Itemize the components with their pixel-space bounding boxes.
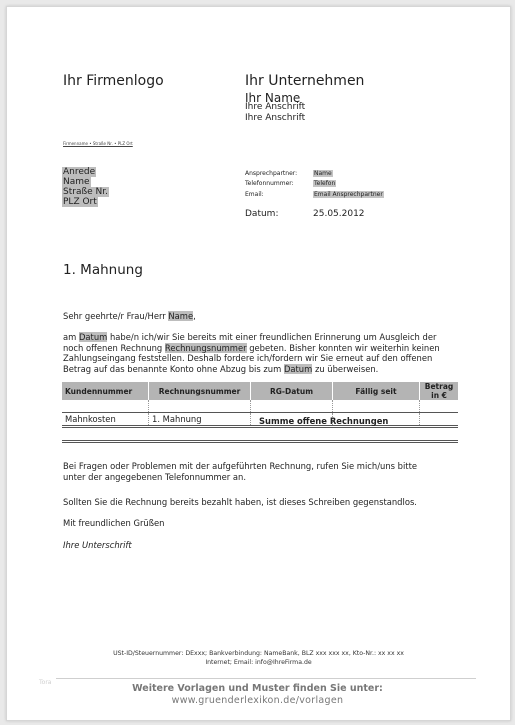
greeting-suffix: , (193, 311, 196, 321)
body-line: unter der angegebenen Telefonnummer an. (63, 471, 247, 482)
footer-bank-line: USt-ID/Steuernummer: DExxx; Bankverbindung: NameBank, BLZ xxx xxx xx, Kto-Nr.: xx xx xx (113, 650, 404, 657)
table-row (62, 400, 458, 413)
sender-address-line-1: Ihre Anschrift (245, 102, 306, 112)
column-header: Rechnungsnummer (149, 382, 251, 400)
text-segment: gebeten. Bisher konnten wir weiterhin keinen (246, 342, 440, 353)
sender-return-line: Firmenname • Straße Nr. • PLZ Ort (63, 141, 133, 146)
body-paragraph-3: Sollten Sie die Rechnung bereits bezahlt haben, ist dieses Schreiben gegenstandlos. (63, 497, 417, 507)
promo-text: Weitere Vorlagen und Muster finden Sie unter: (132, 683, 383, 694)
table-cell (420, 400, 459, 413)
table-cell (251, 400, 333, 413)
text-segment: habe/n ich/wir Sie bereits mit einer freundlichen Erinnerung um Ausgleich der (107, 332, 437, 342)
body-paragraph-1 (63, 332, 463, 374)
recipient-city: PLZ Ort (63, 197, 97, 207)
sum-divider (62, 440, 458, 443)
placeholder-date: Datum (283, 363, 313, 374)
greeting-name: Name (168, 311, 194, 321)
placeholder-date: Datum (78, 332, 108, 342)
recipient-salutation: Anrede (63, 167, 96, 177)
letter-title: 1. Mahnung (63, 262, 143, 278)
sender-address-line-2: Ihre Anschrift (245, 113, 306, 123)
body-line: Bei Fragen oder Problemen mit der aufgeführten Rechnung, rufen Sie mich/uns bitte (63, 461, 418, 471)
promo-divider (56, 678, 476, 679)
body-line: Zahlungseingang feststellen. Deshalb fordere ich/fordern wir Sie erneut auf den offenen (63, 353, 433, 363)
column-header: Betrag in € (420, 382, 459, 400)
text-segment: noch offenen Rechnung (63, 342, 165, 353)
company-name: Ihr Unternehmen (245, 73, 365, 89)
contact-label: Ansprechpartner: (245, 169, 298, 177)
column-header: RG-Datum (251, 382, 333, 400)
body-line (63, 332, 463, 343)
greeting-prefix: Sehr geehrte/r Frau/Herr (63, 311, 169, 321)
faint-watermark-text: Tora (39, 679, 52, 686)
date-value: 25.05.2012 (313, 209, 365, 219)
table-header-row (62, 382, 458, 400)
contact-label: Telefonnummer: (245, 180, 294, 188)
column-header: Fällig seit (333, 382, 420, 400)
promo-url[interactable]: www.gruenderlexikon.de/vorlagen (171, 695, 344, 706)
table-cell: 1. Mahnung (149, 413, 251, 427)
contact-row (245, 179, 384, 190)
sum-label: Summe offene Rechnungen (259, 416, 389, 426)
placeholder-invoice-number: Rechnungsnummer (164, 342, 247, 353)
letter-page (6, 6, 511, 721)
table-cell (62, 400, 149, 413)
text-segment: am (63, 332, 79, 342)
sender-name: Ihr Name (245, 91, 301, 105)
recipient-block (62, 167, 109, 207)
contact-block (245, 168, 384, 200)
contact-value: Email Ansprechpartner (314, 190, 383, 198)
date-row (245, 209, 365, 219)
signature: Ihre Unterschrift (63, 540, 132, 550)
greeting (63, 311, 196, 322)
contact-label: Email: (245, 190, 264, 198)
contact-row (245, 189, 384, 200)
table-cell: Mahnkosten (62, 413, 149, 427)
text-segment: zu überweisen. (312, 363, 379, 374)
contact-row (245, 168, 384, 179)
table-cell (420, 413, 459, 427)
text-segment: Betrag auf das benannte Konto ohne Abzug bis zum (63, 363, 284, 374)
body-line (63, 343, 463, 354)
column-header: Kundennummer (62, 382, 149, 400)
table-cell (149, 400, 251, 413)
closing: Mit freundlichen Grüßen (63, 518, 165, 528)
body-line (63, 364, 463, 375)
contact-value: Name (314, 169, 332, 177)
body-paragraph-2 (63, 461, 417, 482)
table-cell (333, 400, 420, 413)
contact-value: Telefon (314, 180, 336, 188)
date-label: Datum: (245, 209, 279, 219)
footer-contact-line: Internet; Email: info@IhreFirma.de (205, 659, 312, 666)
recipient-name: Name (63, 177, 90, 187)
company-logo-placeholder: Ihr Firmenlogo (63, 73, 164, 89)
recipient-street: Straße Nr. (63, 187, 108, 197)
